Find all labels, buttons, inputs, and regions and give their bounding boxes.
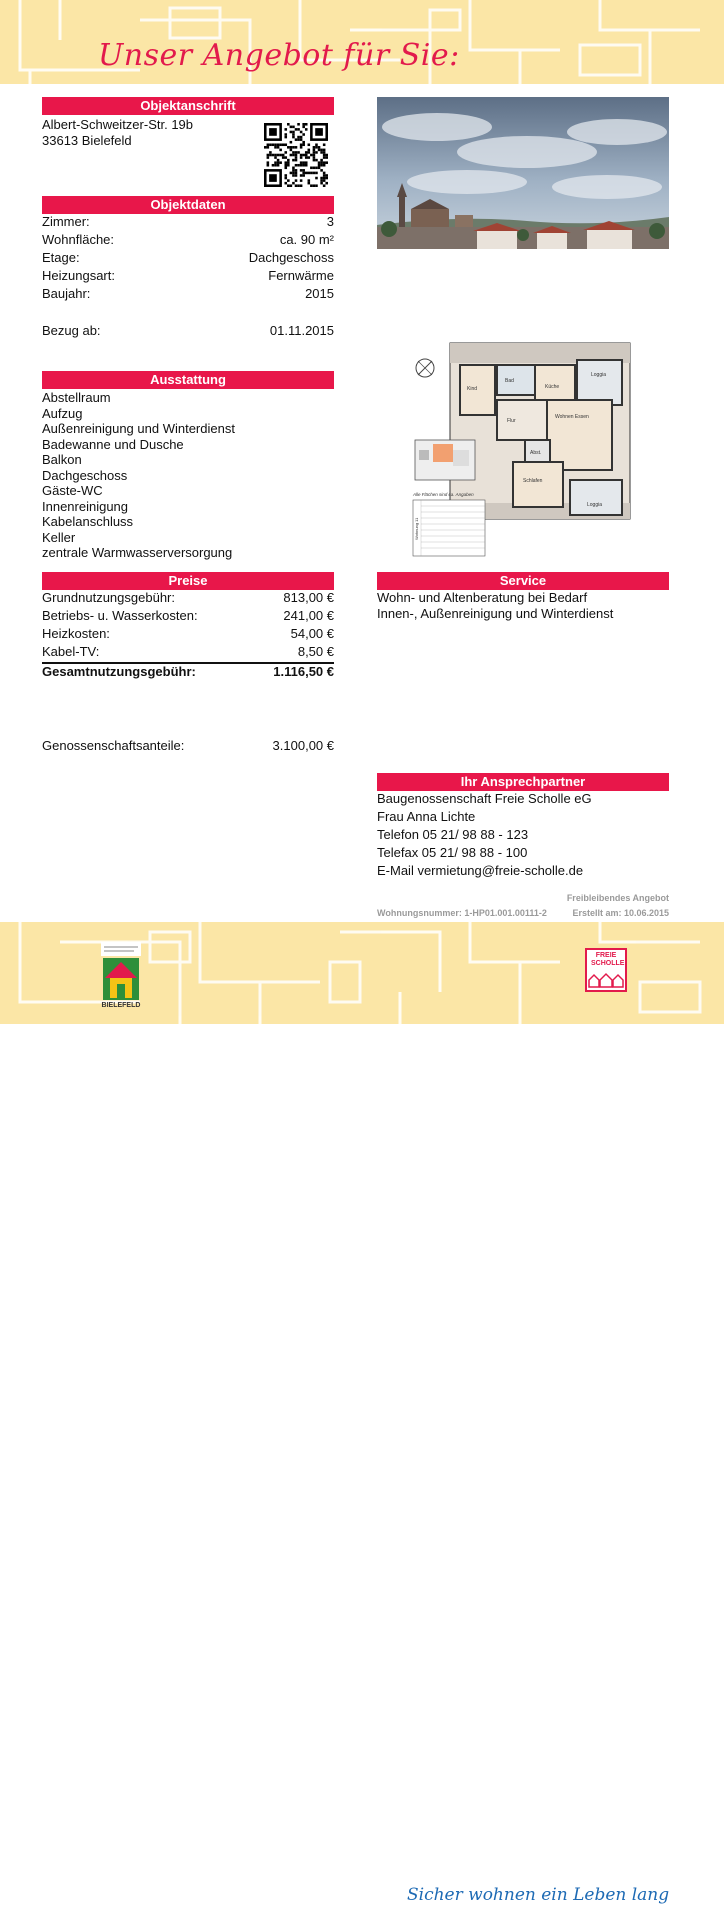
price-row-total: Gesamtnutzungsgebühr: 1.116,50 € xyxy=(42,664,334,679)
object-row-heating: Heizungsart: Fernwärme xyxy=(42,268,334,283)
contact-email-link[interactable]: E-Mail vermietung@freie-scholle.de xyxy=(377,863,584,878)
area-table-title: Alle Flächen sind ca. Angaben xyxy=(413,492,474,497)
room-label: Küche xyxy=(545,384,560,390)
room-label: Kind xyxy=(467,386,478,392)
room-label: Flur xyxy=(507,418,516,424)
offer-note: Freibleibendes Angebot xyxy=(566,893,669,903)
contact-header: Ihr Ansprechpartner xyxy=(377,773,669,791)
equipment-item: Außenreinigung und Winterdienst xyxy=(42,421,235,436)
object-row-floor: Etage: Dachgeschoss xyxy=(42,250,334,265)
object-row-rooms: Zimmer: 3 xyxy=(42,214,334,229)
price-row-cable: Kabel-TV: 8,50 € xyxy=(42,644,334,659)
bottom-decor-band xyxy=(0,922,724,1905)
room-label: Loggia xyxy=(591,372,607,378)
area-table-side: Wohnung 11 xyxy=(414,517,419,540)
equipment-item: Aufzug xyxy=(42,405,83,421)
slogan: Sicher wohnen ein Leben lang xyxy=(407,1885,670,1905)
equipment-item: Badewanne und Dusche xyxy=(42,436,184,452)
address-header: Objektanschrift xyxy=(42,97,334,115)
equipment-item: Kabelanschluss xyxy=(42,514,134,529)
top-decor-band xyxy=(0,0,724,84)
price-row-heating: Heizkosten: 54,00 € xyxy=(42,626,334,641)
object-row-move-in: Bezug ab: 01.11.2015 xyxy=(42,323,334,338)
houses-icon xyxy=(587,972,625,988)
room-label: Wohnen Essen xyxy=(555,414,589,420)
object-row-area: Wohnfläche: ca. 90 m² xyxy=(42,232,334,247)
equipment-item: Abstellraum xyxy=(42,390,111,405)
contact-company: Baugenossenschaft Freie Scholle eG xyxy=(377,791,592,806)
freie-scholle-logo xyxy=(585,948,627,992)
address-city: 33613 Bielefeld xyxy=(42,133,132,148)
equipment-item: Balkon xyxy=(42,452,82,467)
floor-plan xyxy=(405,340,645,560)
room-label: Loggia xyxy=(587,502,603,508)
service-line: Wohn- und Altenberatung bei Bedarf xyxy=(377,590,588,605)
object-data-header: Objektdaten xyxy=(42,196,334,214)
contact-phone[interactable]: Telefon 05 21/ 98 88 - 123 xyxy=(377,827,529,842)
compass-icon xyxy=(416,359,434,377)
contact-person: Frau Anna Lichte xyxy=(377,809,476,824)
price-row-operating: Betriebs- u. Wasserkosten: 241,00 € xyxy=(42,608,334,623)
object-row-year: Baujahr: 2015 xyxy=(42,286,334,301)
page-headline: Unser Angebot für Sie: xyxy=(98,38,460,73)
freie-scholle-logo-text: FREIE SCHOLLE xyxy=(591,952,625,967)
qr-code xyxy=(264,123,328,187)
equipment-item: Innenreinigung xyxy=(42,498,129,514)
equipment-item: Keller xyxy=(42,529,76,545)
equipment-item: Gäste-WC xyxy=(42,483,103,498)
apartment-number: Wohnungsnummer: 1-HP01.001.00111-2 xyxy=(377,908,547,918)
price-row-base: Grundnutzungsgebühr: 813,00 € xyxy=(42,590,334,605)
building-photo xyxy=(377,97,669,249)
created-date: Erstellt am: 10.06.2015 xyxy=(572,908,669,918)
equipment-item: zentrale Warmwasserversorgung xyxy=(42,545,233,560)
room-label: Abst. xyxy=(530,450,542,456)
prices-header: Preise xyxy=(42,572,334,590)
room-label: Schlafen xyxy=(523,478,543,484)
price-row-shares: Genossenschaftsanteile: 3.100,00 € xyxy=(42,738,334,753)
address-street: Albert-Schweitzer-Str. 19b xyxy=(42,117,194,132)
equipment-item: Dachgeschoss xyxy=(42,467,128,483)
left-logo xyxy=(101,942,141,1014)
contact-fax: Telefax 05 21/ 98 88 - 100 xyxy=(377,845,528,860)
service-line: Innen-, Außenreinigung und Winterdienst xyxy=(377,605,614,621)
room-label: Bad xyxy=(505,378,514,384)
left-logo-text: BIELEFELD xyxy=(101,1002,141,1009)
service-header: Service xyxy=(377,572,669,590)
equipment-header: Ausstattung xyxy=(42,371,334,389)
